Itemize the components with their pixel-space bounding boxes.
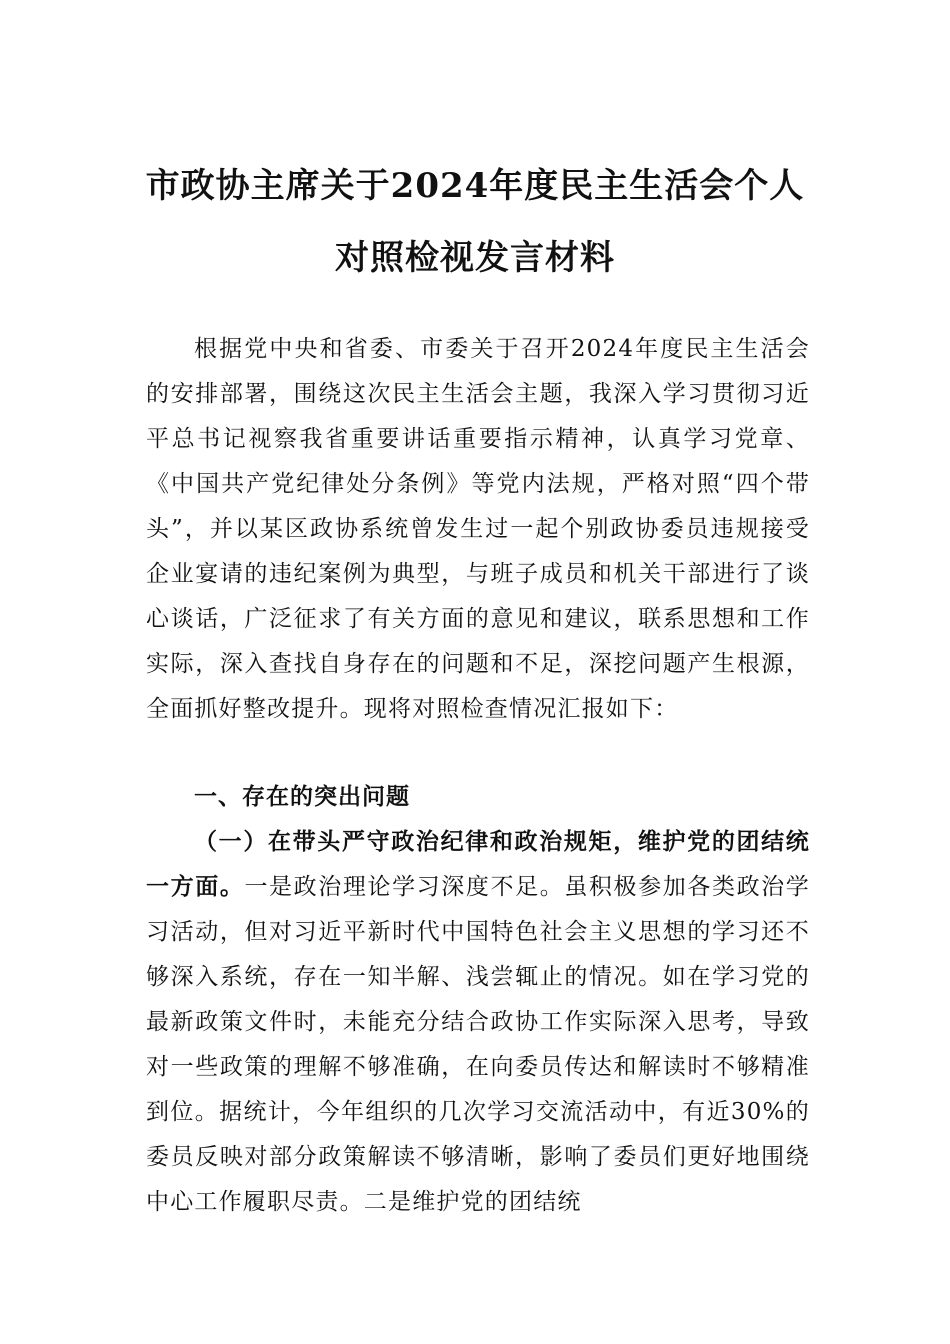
section-heading: 一、存在的突出问题 — [194, 784, 410, 810]
subsection-paragraph — [146, 820, 810, 1225]
title-line-1: 市政协主席关于2024年度民主生活会个人 — [145, 166, 805, 206]
subsection-heading: （一）在带头严守政治纪律和政治规矩，维护党的团结统一方面。 — [146, 829, 810, 900]
title-line-2: 对照检视发言材料 — [335, 238, 615, 278]
document-title — [120, 150, 830, 294]
intro-paragraph: 根据党中央和省委、市委关于召开2024年度民主生活会的安排部署，围绕这次民主生活会主题，我深入学习贯彻习近平总书记视察我省重要讲话重要指示精神，认真学习党章、《中国共产党纪律处分条例》等党内法规，严格对照“四个带头”，并以某区政协系统曾发生过一起个别政协委员违规接受企业宴请的违纪案例为典型，与班子成员和机关干部进行了谈心谈话，广泛征求了有关方面的意见和建议，联系思想和工作实际，深入查找自身存在的问题和不足，深挖问题产生根源，全面抓好整改提升。现将对照检查情况汇报如下： — [146, 336, 810, 722]
subsection-body: 一是政治理论学习深度不足。虽积极参加各类政治学习活动，但对习近平新时代中国特色社会主义思想的学习还不够深入系统，存在一知半解、浅尝辄止的情况。如在学习党的最新政策文件时，未能充分结合政协工作实际深入思考，导致对一些政策的理解不够准确，在向委员传达和解读时不够精准到位。据统计，今年组织的几次学习交流活动中，有近30%的委员反映对部分政策解读不够清晰，影响了委员们更好地围绕中心工作履职尽责。二是维护党的团结统 — [146, 874, 810, 1215]
